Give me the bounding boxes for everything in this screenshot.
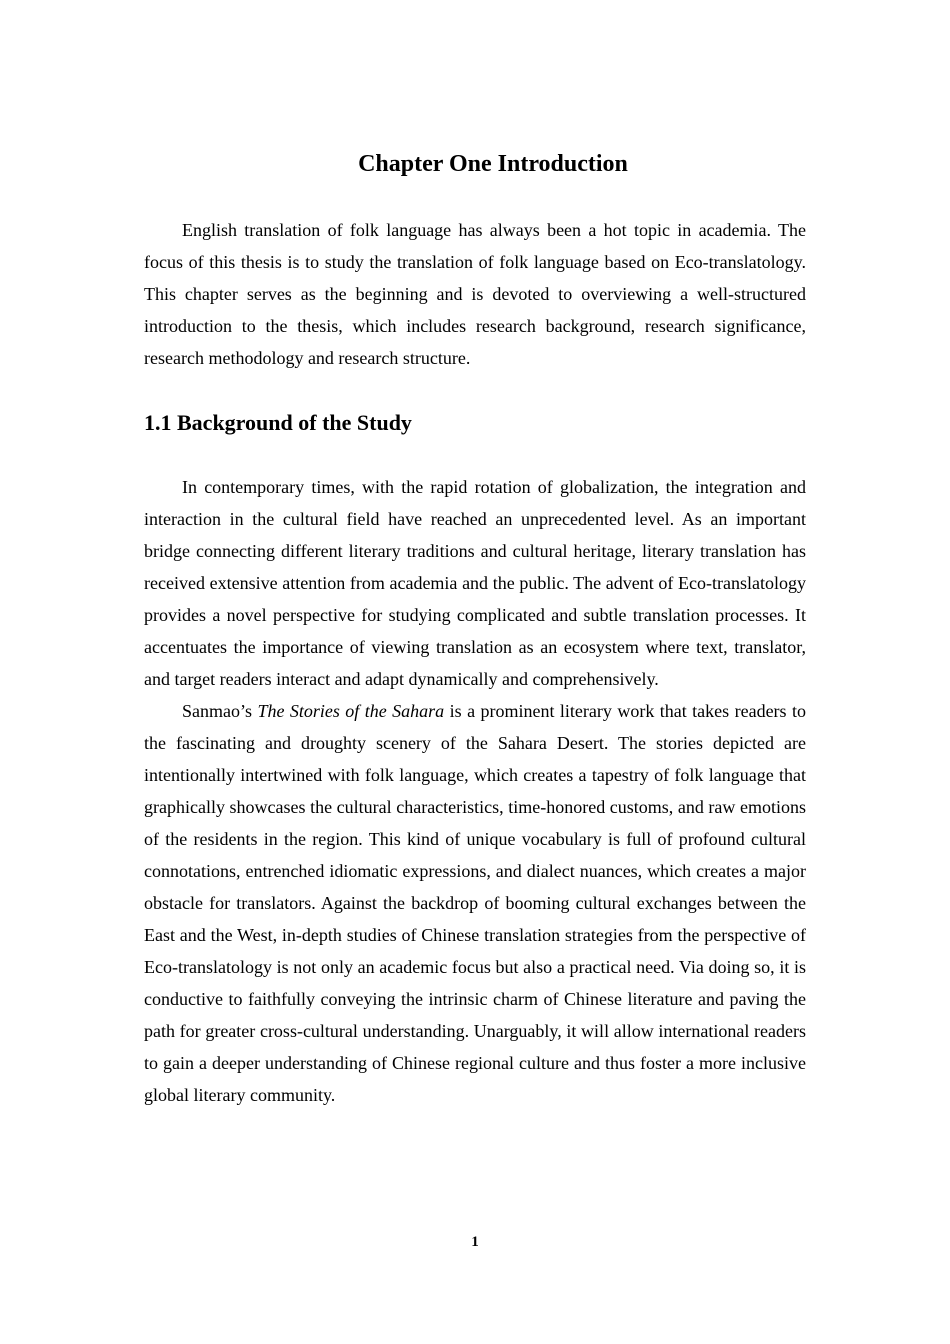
chapter-title: Chapter One Introduction	[358, 151, 628, 177]
background-paragraph-2	[144, 695, 806, 1111]
background-paragraph-1: In contemporary times, with the rapid rotation of globalization, the integration and interaction in the cultural field have reached an unprecedented level. As an important bridge connecting different literary traditions and cultural heritage, literary translation has received extensive attention from academia and the public. The advent of Eco-translatology provides a novel perspective for studying complicated and subtle translation processes. It accentuates the importance of viewing translation as an ecosystem where text, translator, and target readers interact and adapt dynamically and comprehensively.	[144, 477, 806, 689]
page-content	[144, 148, 806, 1111]
section-heading: 1.1 Background of the Study	[144, 410, 412, 435]
book-title: The Stories of the Sahara	[257, 701, 445, 721]
paragraph-lead-text: Sanmao’s	[182, 701, 258, 721]
paragraph-body-text: is a prominent literary work that takes readers to the fascinating and droughty scenery of the Sahara Desert. The stories depicted are intentionally intertwined with folk language, which creates a tapestry of folk language that graphically showcases the cultural characteristics, time-honored customs, and raw emotions of the residents in the region. This kind of unique vocabulary is full of profound cultural connotations, entrenched idiomatic expressions, and dialect nuances, which creates a major obstacle for translators. Against the backdrop of booming cultural exchanges between the East and the West, in-depth studies of Chinese translation strategies from the perspective of Eco-translatology is not only an academic focus but also a practical need. Via doing so, it is conductive to faithfully conveying the intrinsic charm of Chinese literature and paving the path for greater cross-cultural understanding. Unarguably, it will allow international readers to gain a deeper understanding of Chinese regional culture and thus foster a more inclusive global literary community.	[144, 701, 806, 1105]
intro-paragraph: English translation of folk language has always been a hot topic in academia. The focus of this thesis is to study the translation of folk language based on Eco-translatology. This chapter serves as the beginning and is devoted to overviewing a well-structured introduction to the thesis, which includes research background, research significance, research methodology and research structure.	[144, 220, 806, 368]
page-number: 1	[471, 1234, 479, 1250]
